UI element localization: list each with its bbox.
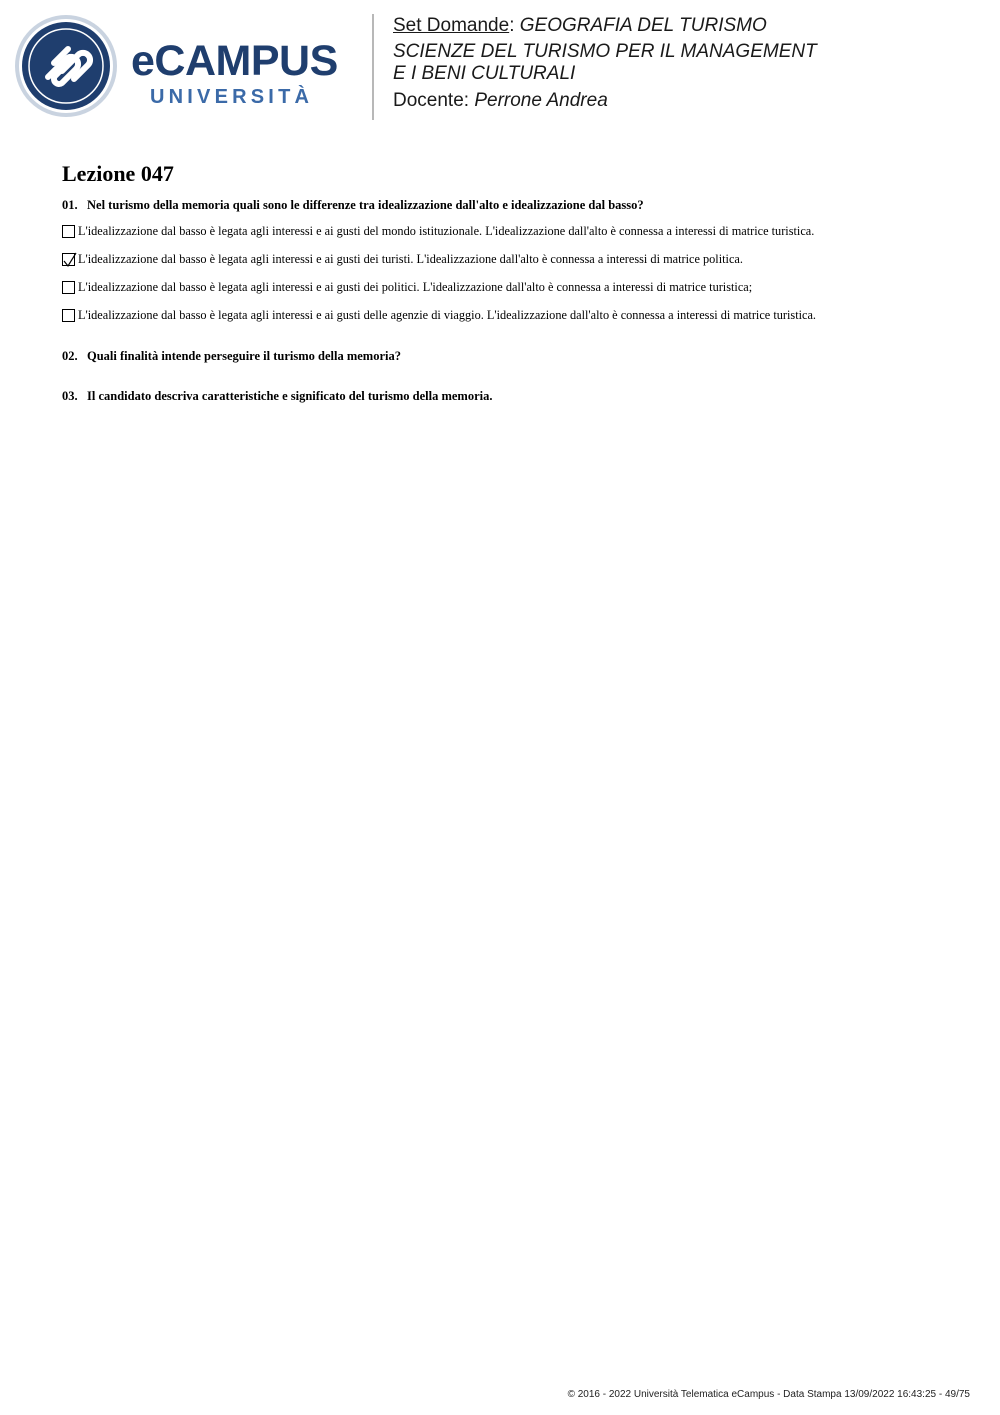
answer-text: L'idealizzazione dal basso è legata agli interessi e ai gusti dei turisti. L'idealizzazione dall'alto è connessa a interessi di matrice politica. [78,252,743,266]
answer-text: L'idealizzazione dal basso è legata agli interessi e ai gusti delle agenzie di viaggio. L'idealizzazione dall'alto è connessa a interessi di matrice turistica. [78,308,817,322]
course-degree-line-1: SCIENZE DEL TURISMO PER IL MANAGEMENT [393,41,817,62]
question-number: 01. [62,198,78,212]
header-divider [372,14,374,120]
ecampus-logo [14,14,354,118]
docente-label: Docente: [393,90,475,111]
course-title: GEOGRAFIA DEL TURISMO [519,15,767,36]
answer-checkbox-checked[interactable] [62,253,75,266]
docente-line [393,89,953,113]
brand-wordmark: eCAMPUS [131,37,338,85]
answer-option-1[interactable] [62,224,814,239]
docente-name: Perrone Andrea [474,90,608,111]
checkmark-icon [62,252,78,269]
answer-checkbox[interactable] [62,225,75,238]
question-number: 02. [62,349,78,363]
page-footer: © 2016 - 2022 Università Telematica eCampus - Data Stampa 13/09/2022 16:43:25 - 49/75 [567,1389,970,1400]
course-degree-line-2: E I BENI CULTURALI [393,63,576,84]
question-text: Nel turismo della memoria quali sono le differenze tra idealizzazione dall'alto e idealizzazione dal basso? [87,198,644,212]
question-02 [62,349,401,364]
set-domande-separator: : [509,15,520,36]
answer-text: L'idealizzazione dal basso è legata agli interessi e ai gusti del mondo istituzionale. L'idealizzazione dall'alto è connessa a interessi di matrice turistica. [78,224,815,238]
answer-text: L'idealizzazione dal basso è legata agli interessi e ai gusti dei politici. L'idealizzazione dall'alto è connessa a interessi di matrice turistica; [78,280,753,294]
question-number: 03. [62,389,78,403]
question-01 [62,198,644,213]
answer-option-3[interactable] [62,280,752,295]
answer-checkbox[interactable] [62,281,75,294]
lesson-title: Lezione 047 [62,161,174,186]
brand-subtitle: UNIVERSITÀ [150,86,314,108]
question-text: Il candidato descriva caratteristiche e significato del turismo della memoria. [87,389,493,403]
question-text: Quali finalità intende perseguire il turismo della memoria? [87,349,401,363]
set-domande-label: Set Domande [393,15,510,36]
university-seal-icon [14,14,118,118]
question-03 [62,389,492,404]
course-info [393,14,953,113]
answer-checkbox[interactable] [62,309,75,322]
answer-option-2[interactable] [62,252,743,267]
answer-option-4[interactable] [62,308,816,323]
set-domande-line [393,14,953,38]
